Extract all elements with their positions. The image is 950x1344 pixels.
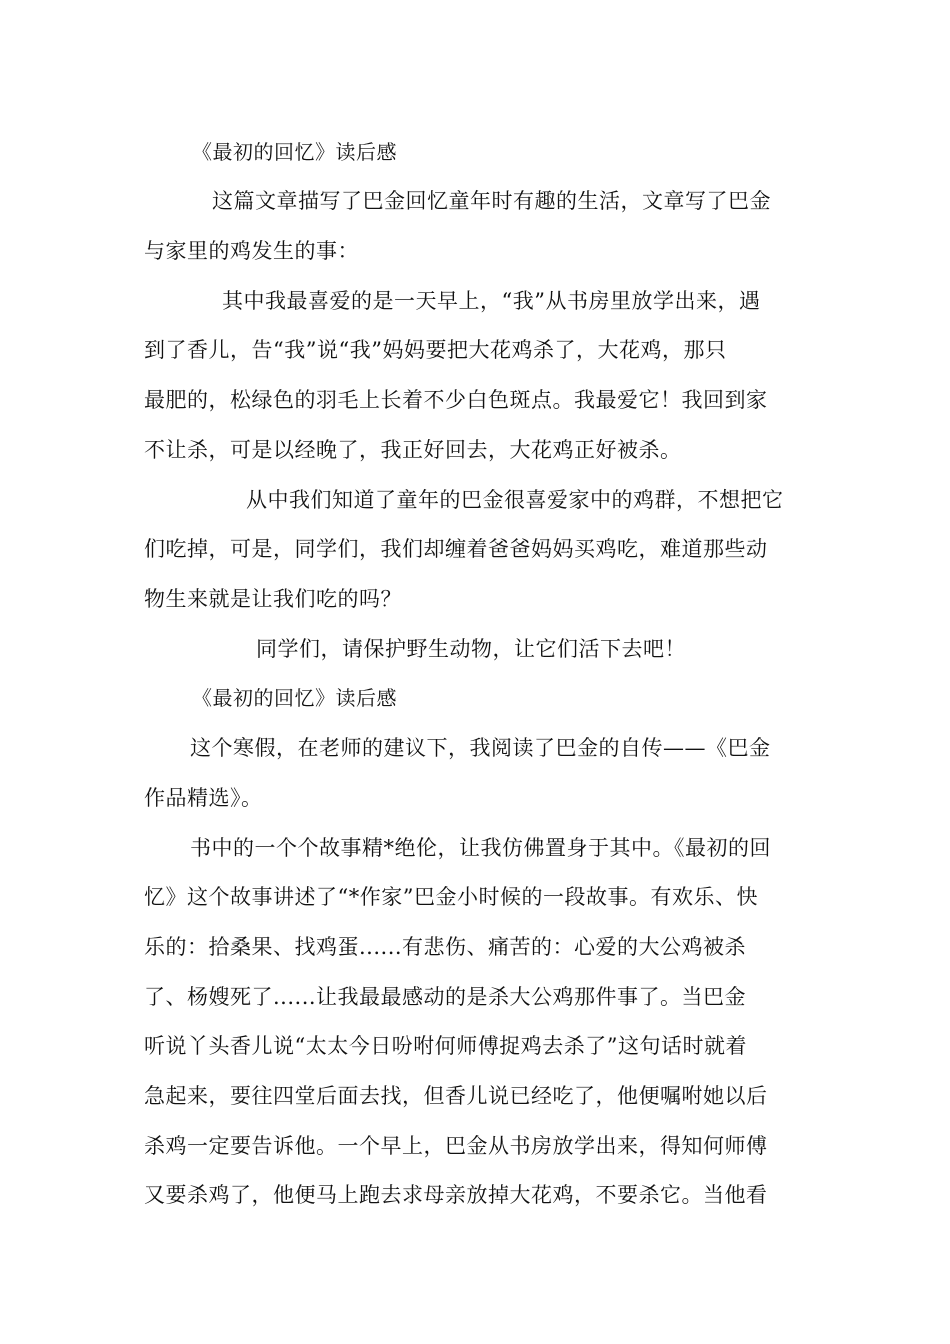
section2-para2-line7: 杀鸡一定要告诉他。一个早上，巴金从书房放学出来，得知何师傅: [144, 1134, 768, 1158]
section2-para2-line6: 急起来，要往四堂后面去找，但香儿说已经吃了，他便嘱咐她以后: [144, 1084, 768, 1108]
section1-para3-line3: 物生来就是让我们吃的吗？: [144, 587, 402, 611]
section1-para1-line1: 这篇文章描写了巴金回忆童年时有趣的生活，文章写了巴金: [212, 189, 771, 213]
section2-title: 《最初的回忆》读后感: [192, 686, 397, 710]
section1-para4-line1: 同学们，请保护野生动物，让它们活下去吧！: [256, 637, 686, 661]
section2-para1-line1: 这个寒假，在老师的建议下，我阅读了巴金的自传——《巴金: [190, 736, 771, 760]
section2-para2-line2: 忆》这个故事讲述了“*作家”巴金小时候的一段故事。有欢乐、快: [144, 885, 758, 909]
section2-para2-line5: 听说丫头香儿说“太太今日吩咐何师傅捉鸡去杀了”这句话时就着: [144, 1034, 747, 1058]
section1-para2-line3: 最肥的，松绿色的羽毛上长着不少白色斑点。我最爱它！我回到家: [144, 388, 768, 412]
section2-para2-line4: 了、杨嫂死了......让我最最感动的是杀大公鸡那件事了。当巴金: [144, 985, 747, 1009]
section1-para3-line2: 们吃掉，可是，同学们，我们却缠着爸爸妈妈买鸡吃，难道那些动: [144, 537, 768, 561]
section1-title: 《最初的回忆》读后感: [192, 140, 397, 164]
section2-para2-line1: 书中的一个个故事精*绝伦，让我仿佛置身于其中。《最初的回: [190, 836, 771, 860]
section1-para2-line4: 不让杀，可是以经晚了，我正好回去，大花鸡正好被杀。: [144, 438, 682, 462]
section2-para2-line3: 乐的：拾桑果、找鸡蛋......有悲伤、痛苦的：心爱的大公鸡被杀: [144, 935, 747, 959]
section1-para1-line2: 与家里的鸡发生的事：: [144, 239, 359, 263]
section1-para2-line2: 到了香儿，告“我”说“我”妈妈要把大花鸡杀了，大花鸡，那只: [144, 338, 727, 362]
section1-para3-line1: 从中我们知道了童年的巴金很喜爱家中的鸡群，不想把它: [246, 488, 784, 512]
section2-para2-line8: 又要杀鸡了，他便马上跑去求母亲放掉大花鸡，不要杀它。当他看: [144, 1183, 768, 1207]
section1-para2-line1: 其中我最喜爱的是一天早上，“我”从书房里放学出来，遇: [222, 289, 761, 313]
section2-para1-line2: 作品精选》。: [144, 786, 263, 810]
